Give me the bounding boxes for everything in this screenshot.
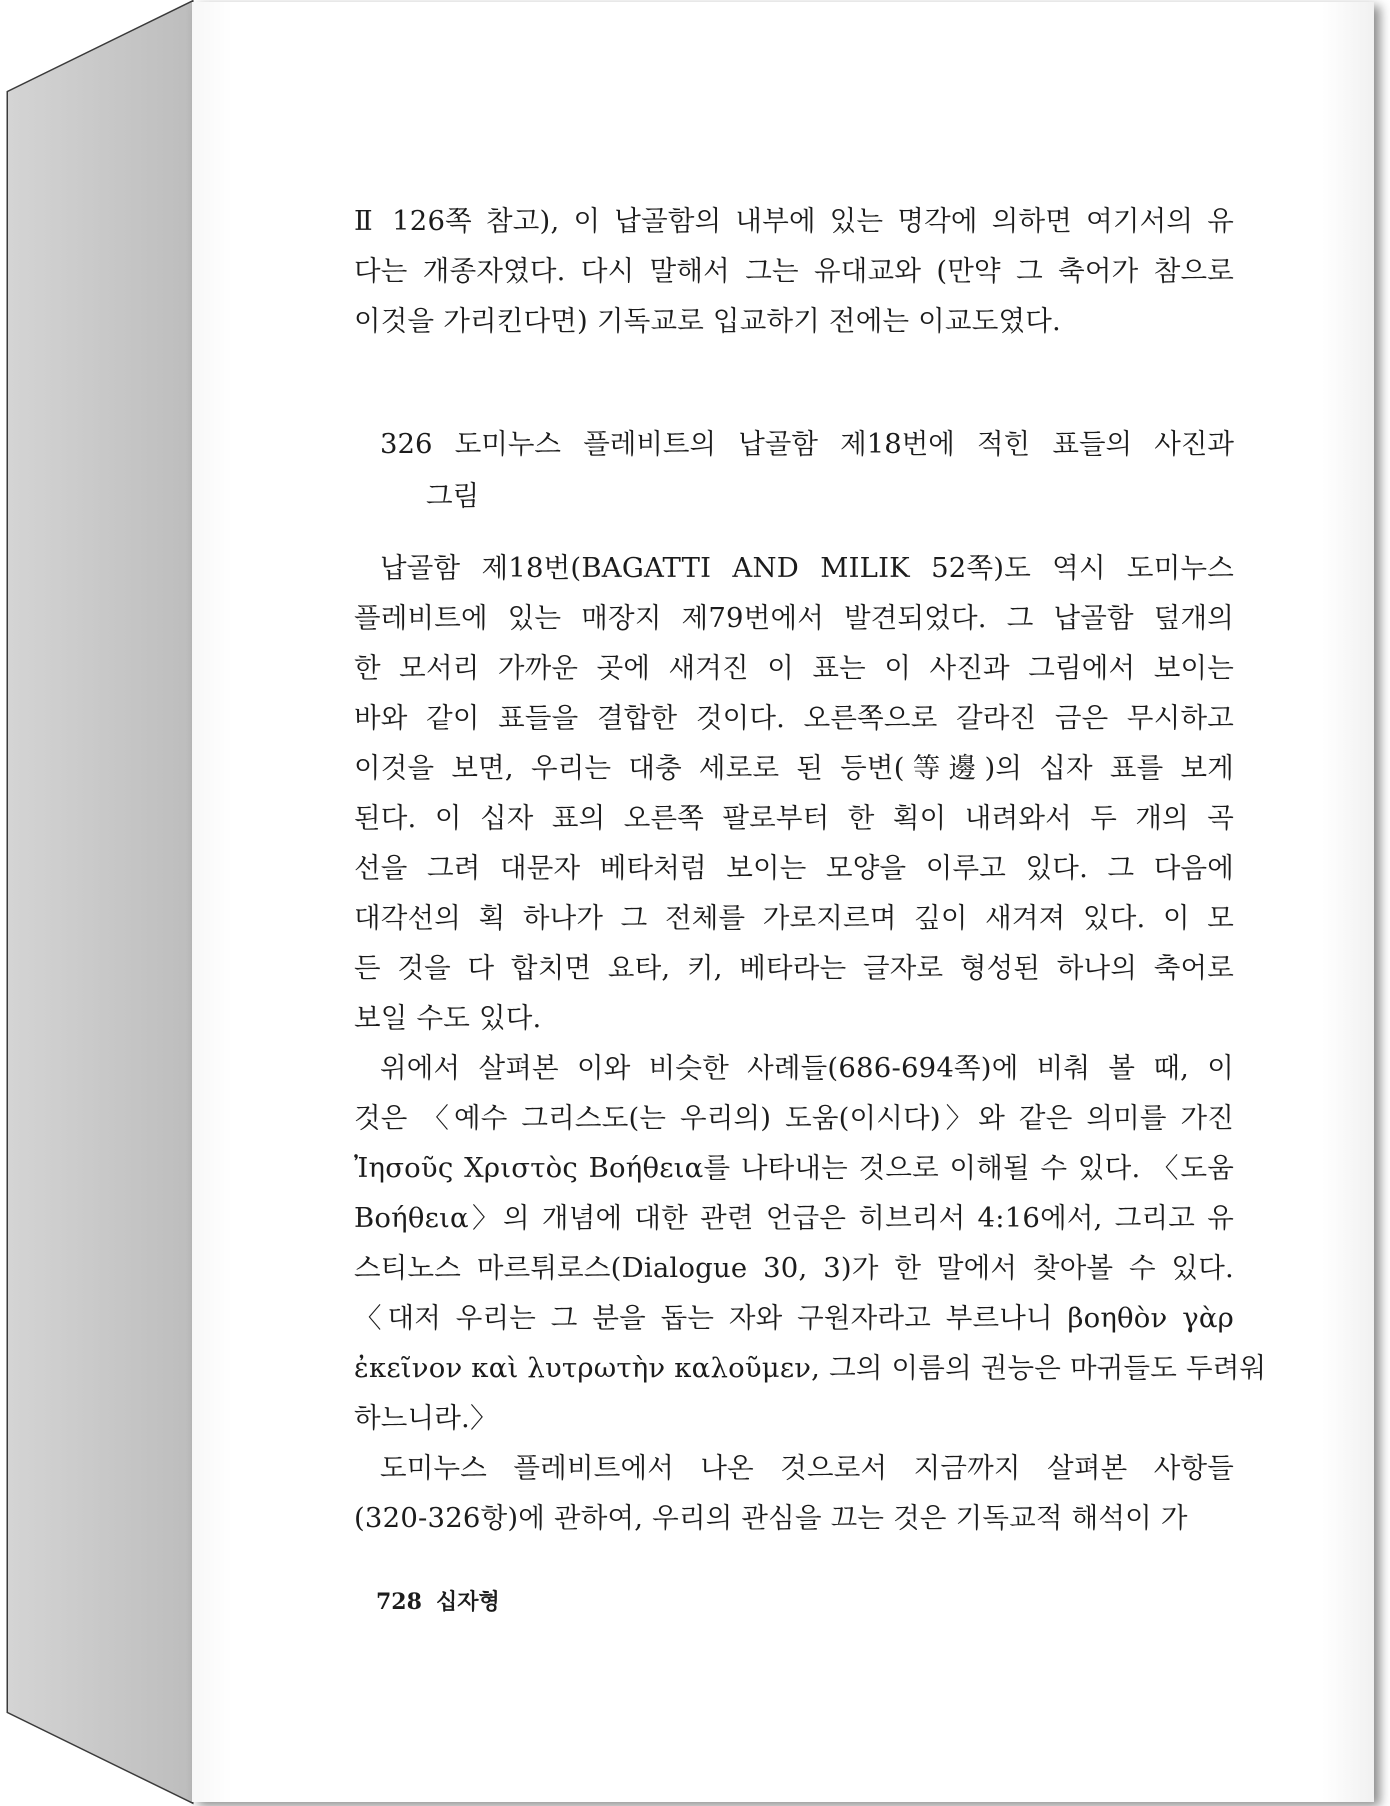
- text-line: Βοήθεια〉의 개념에 대한 관련 언급은 히브리서 4:16에서, 그리고 유: [354, 1202, 1234, 1234]
- section-heading-continuation: 그림: [426, 480, 480, 512]
- text-line: 든 것을 다 합치면 요타, 키, 베타라는 글자로 형성된 하나의 축어로: [354, 952, 1234, 984]
- page-footer: [376, 1585, 514, 1616]
- text-line: ἐκεῖνον καὶ λυτρωτὴν καλοῦμεν, 그의 이름의 권능은 마귀들도 두려워: [354, 1352, 1267, 1384]
- section-number: 326: [380, 428, 433, 460]
- running-title: 십자형: [435, 1589, 500, 1615]
- text-line: 것은 〈예수 그리스도(는 우리의) 도움(이시다)〉와 같은 의미를 가진: [354, 1102, 1234, 1134]
- text-line: 도미누스 플레비트에서 나온 것으로서 지금까지 살펴본 사항들: [380, 1452, 1234, 1484]
- text-line: 이것을 가리킨다면) 기독교로 입교하기 전에는 이교도였다.: [354, 305, 1061, 337]
- text-line: 선을 그려 대문자 베타처럼 보이는 모양을 이루고 있다. 그 다음에: [354, 852, 1234, 884]
- text-line: 하느니라.〉: [354, 1402, 498, 1434]
- text-line: (320-326항)에 관하여, 우리의 관심을 끄는 것은 기독교적 해석이 가: [354, 1502, 1188, 1534]
- text-line: 대각선의 획 하나가 그 전체를 가로지르며 깊이 새겨져 있다. 이 모: [354, 902, 1234, 934]
- text-line: 다는 개종자였다. 다시 말해서 그는 유대교와 (만약 그 축어가 참으로: [354, 255, 1234, 287]
- intro-paragraph: [354, 196, 1234, 346]
- text-line: 바와 같이 표들을 결합한 것이다. 오른쪽으로 갈라진 금은 무시하고: [354, 702, 1234, 734]
- text-line: 보일 수도 있다.: [354, 1002, 542, 1034]
- text-line: Ⅱ 126쪽 참고), 이 납골함의 내부에 있는 명각에 의하면 여기서의 유: [354, 205, 1234, 237]
- text-line: 플레비트에 있는 매장지 제79번에서 발견되었다. 그 납골함 덮개의: [354, 602, 1234, 634]
- text-line: Ἰησοῦς Χριστὸς Βοήθεια를 나타내는 것으로 이해될 수 있다. 〈도움: [354, 1152, 1234, 1184]
- section-heading: [380, 418, 1234, 522]
- text-line: 스티노스 마르튀로스(Dialogue 30, 3)가 한 말에서 찾아볼 수 있다.: [354, 1252, 1234, 1284]
- text-line: 납골함 제18번(BAGATTI AND MILIK 52쪽)도 역시 도미누스: [380, 552, 1234, 584]
- text-line: 이것을 보면, 우리는 대충 세로로 된 등변(等邊)의 십자 표를 보게: [354, 752, 1234, 784]
- section-heading-line: [380, 418, 1234, 470]
- page-number: 728: [376, 1589, 422, 1615]
- text-line: 위에서 살펴본 이와 비슷한 사례들(686-694쪽)에 비춰 볼 때, 이: [380, 1052, 1234, 1084]
- text-line: 〈대저 우리는 그 분을 돕는 자와 구원자라고 부르나니 βοηθὸν γὰρ: [354, 1302, 1234, 1334]
- section-title: 도미누스 플레비트의 납골함 제18번에 적힌 표들의 사진과: [454, 428, 1234, 460]
- text-line: 된다. 이 십자 표의 오른쪽 팔로부터 한 획이 내려와서 두 개의 곡: [354, 802, 1234, 834]
- paragraph-1: [354, 543, 1267, 1543]
- text-line: 한 모서리 가까운 곳에 새겨진 이 표는 이 사진과 그림에서 보이는: [354, 652, 1234, 684]
